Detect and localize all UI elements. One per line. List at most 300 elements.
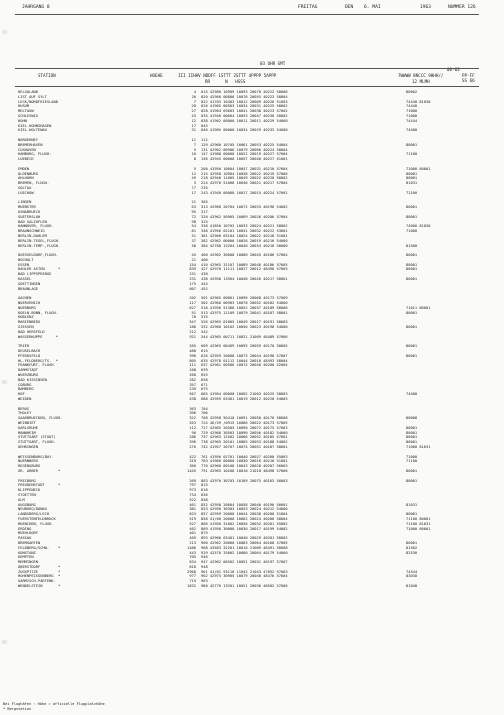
report-code-groups: 776 42960 00106 10043 20028 40207 56003 bbox=[201, 464, 288, 469]
report-code-groups: 156 42945 00000 10057 20040 40227 51001 bbox=[201, 157, 288, 162]
report-extra-groups: 83030 bbox=[406, 574, 418, 579]
station-height: 54 bbox=[191, 224, 196, 229]
station-height: 286 bbox=[189, 435, 196, 440]
station-height: 401 bbox=[189, 531, 196, 536]
station-name: SAARBRUECKEN, FLUGH. bbox=[18, 416, 63, 421]
station-height: 5 bbox=[193, 166, 196, 171]
station-height: 45 bbox=[191, 253, 196, 258]
station-height: 396 bbox=[189, 440, 196, 445]
station-height: 21 bbox=[191, 200, 196, 205]
report-code-groups: 706 bbox=[201, 411, 208, 416]
station-name: BAD KISSINGEN bbox=[18, 377, 47, 382]
station-name: OEHRINGEN bbox=[18, 444, 38, 449]
station-height: 43 bbox=[191, 113, 196, 118]
divider-line bbox=[15, 14, 479, 15]
report-extra-groups: 81031 bbox=[406, 181, 418, 186]
report-extra-groups: 71000 bbox=[406, 454, 418, 459]
station-height: 1832 bbox=[187, 584, 196, 589]
station-height: 797 bbox=[189, 483, 196, 488]
station-name: GUETERSLOH bbox=[18, 214, 41, 219]
station-name: ESSEN bbox=[18, 262, 30, 267]
station-name: HUSUM bbox=[18, 104, 30, 109]
station-height: 269 bbox=[189, 478, 196, 483]
station-name: MUEHLDORF bbox=[18, 531, 38, 536]
station-height: 2960 bbox=[187, 569, 196, 574]
report-extra-groups: 81500 bbox=[406, 243, 418, 248]
report-code-groups: 875 bbox=[201, 531, 208, 536]
table-row bbox=[18, 287, 480, 292]
footnote-airports: Bei Flughäfen : Höhe = offizielle Flugplatzhöhe bbox=[3, 702, 105, 706]
report-extra-groups: 71100 bbox=[406, 190, 418, 195]
station-name: ERDING bbox=[18, 526, 32, 531]
station-name: SCHLESWIG bbox=[18, 113, 38, 118]
report-code-groups: 869 41950 30000 10030 20017 40199 54002 bbox=[201, 526, 288, 531]
column-header-far-right: PP-FF SS 66 bbox=[462, 73, 475, 83]
report-extra-groups: 80008 bbox=[406, 416, 418, 421]
report-code-groups: 022 41703 10403 10012 20009 40226 51003 bbox=[201, 99, 288, 104]
punch-hole bbox=[2, 640, 7, 644]
observation-time: 03 UHR GMT bbox=[260, 61, 286, 66]
station-height: 175 bbox=[189, 281, 196, 286]
report-code-groups: 763 41960 00000 10030 20016 40210 51001 bbox=[201, 459, 288, 464]
station-height: 319 bbox=[189, 459, 196, 464]
report-extra-groups: 80001 bbox=[406, 512, 418, 517]
station-height: 438 bbox=[189, 397, 196, 401]
station-height: 977 bbox=[189, 574, 196, 579]
date-value: 6. MAI bbox=[364, 5, 381, 10]
report-code-groups: 381 42960 03104 10024 20022 40218 51001 bbox=[201, 233, 288, 238]
report-extra-groups: 80001 bbox=[406, 171, 418, 176]
report-code-groups: 526 42965 01005 10049 20017 40191 58003 bbox=[201, 320, 288, 325]
station-name: BERUS bbox=[18, 406, 30, 411]
station-height: 634 bbox=[189, 560, 196, 565]
station-height: 282 bbox=[189, 377, 196, 382]
report-code-groups: 200 41950 10604 10047 20031 40210 57004 bbox=[201, 166, 288, 171]
station-height: 4 bbox=[193, 90, 196, 94]
volume-label: JAHRGANG 8 bbox=[22, 5, 50, 10]
report-code-groups: 325 bbox=[201, 219, 208, 224]
station-table bbox=[18, 90, 480, 589]
report-code-groups: 948 bbox=[201, 564, 208, 569]
divider-line bbox=[15, 68, 479, 69]
station-name: LANDSBERG/LECH bbox=[18, 512, 50, 517]
station-name: BRAUNSCHWEIG bbox=[18, 229, 45, 234]
report-code-groups: 961 41/01 93116 11042 21043 47052 57003 bbox=[201, 569, 288, 574]
report-extra-groups: 74440 81030 bbox=[406, 99, 431, 104]
report-code-groups: 708 42958 50410 10091 20050 40170 58008 bbox=[201, 416, 288, 421]
date-label: DEN bbox=[345, 5, 354, 10]
station-name: GR. ARBER * bbox=[18, 468, 61, 473]
station-name: BREMERHAVEN bbox=[18, 142, 43, 147]
station-height: 734 bbox=[189, 492, 196, 497]
report-code-groups: 015 42980 10909 10093 20070 40222 58006 bbox=[201, 90, 288, 94]
station-name: KEMPTEN bbox=[18, 555, 34, 560]
station-height: 567 bbox=[189, 392, 196, 397]
station-name: HL.FELDBERG/TS. * bbox=[18, 358, 58, 363]
report-code-groups: 655 bbox=[201, 373, 208, 378]
station-height: 805 bbox=[189, 358, 196, 363]
station-name: OSNABRUECK bbox=[18, 209, 41, 214]
station-name: BAD HERSFELD bbox=[18, 329, 45, 334]
station-height: 37 bbox=[191, 238, 196, 243]
report-extra-groups: 71100 81031 bbox=[406, 521, 431, 526]
column-header-right-2: 12 MLMH bbox=[412, 79, 430, 84]
time-range: 00-03 bbox=[447, 67, 460, 72]
report-extra-groups: 71100 bbox=[406, 152, 418, 157]
report-code-groups: 675 bbox=[201, 387, 208, 392]
station-name: BAD SALZUFLEN bbox=[18, 219, 47, 224]
station-name: BAD LIPPSPRINGE bbox=[18, 272, 52, 277]
station-height: 547 bbox=[189, 320, 196, 325]
station-height: 973 bbox=[189, 488, 196, 493]
report-code-groups: 671 bbox=[201, 382, 208, 387]
station-name: LUEBECK bbox=[18, 157, 34, 162]
report-extra-groups: 71100 80001 bbox=[406, 516, 431, 521]
table-row bbox=[18, 335, 480, 340]
report-extra-groups: 80002 bbox=[406, 90, 418, 94]
station-height: 480 bbox=[189, 349, 196, 354]
report-extra-groups: 80001 bbox=[406, 267, 418, 272]
station-height: 1486 bbox=[187, 545, 196, 550]
station-name: BERLIN-DAHLEM bbox=[18, 233, 47, 238]
station-name: WEINBIET bbox=[18, 420, 36, 425]
report-extra-groups: 74400 bbox=[406, 392, 418, 397]
station-name: GOETTINGEN bbox=[18, 281, 41, 286]
report-code-groups: 838 bbox=[201, 497, 208, 502]
station-height: 322 bbox=[189, 416, 196, 421]
report-code-groups: 729 42968 30503 10090 20056 40182 54000 bbox=[201, 430, 288, 435]
station-height: 381 bbox=[189, 507, 196, 512]
report-code-groups: 038 41902 00000 10011 20011 40229 54000 bbox=[201, 118, 288, 123]
table-row bbox=[18, 397, 480, 402]
station-name: BRAUNLAGE bbox=[18, 286, 38, 291]
report-code-groups: 637 42961 00506 10074 20040 40200 52004 bbox=[201, 363, 288, 368]
report-code-groups: 963 bbox=[201, 579, 208, 584]
station-height: 111 bbox=[189, 363, 196, 368]
station-name: HANNOVER, FLUGH. bbox=[18, 224, 54, 229]
station-name: DEUSELBACH bbox=[18, 349, 41, 354]
report-extra-groups: 74444 bbox=[406, 118, 418, 123]
station-height: 151 bbox=[189, 272, 196, 277]
station-name: DARMSTADT bbox=[18, 368, 38, 373]
station-height: 519 bbox=[189, 516, 196, 521]
station-height: 921 bbox=[189, 334, 196, 339]
report-code-groups: 803 42970 30703 10109 20075 40163 58003 bbox=[201, 478, 288, 483]
report-extra-groups: 71000 bbox=[406, 229, 418, 234]
report-code-groups: 853 42958 30303 10053 20024 40212 54000 bbox=[201, 507, 288, 512]
report-code-groups: 742 41957 20707 10074 20051 40187 58001 bbox=[201, 444, 288, 449]
report-code-groups: 510 41956 51306 10052 20037 40189 58006 bbox=[201, 305, 288, 310]
report-extra-groups: 80001 bbox=[406, 205, 418, 210]
report-code-groups: 658 bbox=[201, 377, 208, 382]
weekday: FREITAG bbox=[298, 5, 318, 10]
report-extra-groups: 80001 bbox=[406, 430, 418, 435]
station-height: 396 bbox=[189, 353, 196, 358]
station-height: 81 bbox=[191, 229, 196, 234]
report-code-groups: 410 42965 31107 10089 20048 40186 57005 bbox=[201, 262, 288, 267]
report-code-groups: 791 42965 10208 10010 21018 48498 57006 bbox=[201, 468, 288, 473]
report-code-groups: 438 42958 13504 10048 20026 40217 58001 bbox=[201, 277, 288, 282]
station-name: BREMEN, FLUGH. bbox=[18, 181, 50, 186]
station-height: 63 bbox=[191, 205, 196, 210]
report-extra-groups: 80001 bbox=[406, 353, 418, 358]
station-name: KLIPPENECK bbox=[18, 488, 41, 493]
issue-number: NUMMER 126 bbox=[448, 5, 476, 10]
station-name: NORDERNEY bbox=[18, 137, 38, 142]
station-height: 705 bbox=[189, 555, 196, 560]
station-name: STOETTEN bbox=[18, 492, 36, 497]
punch-hole bbox=[2, 380, 7, 384]
report-code-groups: 609 42965 00409 10095 20059 40170 58005 bbox=[201, 344, 288, 349]
report-code-groups: 313 42960 20704 10072 20033 40196 54002 bbox=[201, 205, 288, 210]
report-code-groups: 724 46/59 /0915 10086 20022 40173 57005 bbox=[201, 420, 288, 425]
report-code-groups: 688 42959 03401 10019 20012 40220 54003 bbox=[201, 397, 288, 401]
report-extra-groups: 71000 81031 bbox=[406, 444, 431, 449]
report-extra-groups: 80001 bbox=[406, 142, 418, 147]
station-name: KOBLENZ bbox=[18, 315, 34, 320]
station-name: KONSTANZ bbox=[18, 550, 36, 555]
station-height: 527 bbox=[189, 521, 196, 526]
column-header-codes-2: RR N HSSS bbox=[205, 79, 246, 84]
report-code-groups: 112 bbox=[201, 137, 208, 142]
station-name: NEUBURG/DONAU bbox=[18, 507, 47, 512]
station-height: 154 bbox=[189, 262, 196, 267]
station-name: COBURG bbox=[18, 382, 32, 387]
report-code-groups: 818 bbox=[201, 488, 208, 493]
station-name: BREMGARTEN bbox=[18, 540, 41, 545]
report-extra-groups: 80001 bbox=[406, 277, 418, 282]
report-extra-groups: 80001 bbox=[406, 176, 418, 181]
report-code-groups: 035 41940 00604 10053 20047 40230 50002 bbox=[201, 113, 288, 118]
station-name: MUENCHEN, FLUGH. bbox=[18, 521, 54, 526]
report-extra-groups: 80001 bbox=[406, 425, 418, 430]
report-code-groups: 515 bbox=[201, 315, 208, 320]
report-extra-groups: 80001 bbox=[406, 253, 418, 258]
station-height: 213 bbox=[189, 540, 196, 545]
table-row bbox=[18, 584, 480, 589]
station-name: THOLEY bbox=[18, 411, 32, 416]
report-extra-groups: 74440 bbox=[406, 104, 418, 109]
report-code-groups: 026 41905 00503 10034 20031 40225 58002 bbox=[201, 104, 288, 109]
station-name: BERLIN-TEGEL,FLUGH. bbox=[18, 238, 61, 243]
station-height: 422 bbox=[189, 454, 196, 459]
station-height: 50 bbox=[191, 243, 196, 248]
report-code-groups: 738 42965 20101 10065 20053 40188 54002 bbox=[201, 440, 288, 445]
station-name: STUTTGART (STADT) bbox=[18, 435, 56, 440]
report-code-groups: 235 bbox=[201, 185, 208, 190]
station-height: 553 bbox=[189, 420, 196, 425]
station-height: 461 bbox=[189, 502, 196, 507]
station-name: ULM bbox=[18, 497, 25, 502]
table-row bbox=[18, 469, 480, 474]
station-height: 265 bbox=[189, 344, 196, 349]
report-code-groups: 635 42970 01112 10044 20018 48493 58004 bbox=[201, 358, 288, 363]
footnote-mountain-station: * Bergstation bbox=[3, 707, 32, 711]
station-name: FRANKFURT, FLUGH. bbox=[18, 363, 56, 368]
report-code-groups: 542 bbox=[201, 329, 208, 334]
station-height: 16 bbox=[191, 152, 196, 157]
table-row bbox=[18, 244, 480, 249]
column-header-station: STATION bbox=[38, 73, 56, 78]
station-height: 31 bbox=[191, 128, 196, 133]
station-name: WASSERKUPPE * bbox=[18, 334, 58, 339]
station-height: 12 bbox=[191, 171, 196, 176]
station-height: 17 bbox=[191, 123, 196, 128]
report-code-groups: 836 bbox=[201, 492, 208, 497]
report-code-groups: 737 42963 12502 10086 20052 40185 57001 bbox=[201, 435, 288, 440]
report-code-groups: 348 41956 02101 10041 20032 40222 53001 bbox=[201, 229, 288, 234]
station-height: 21 bbox=[191, 257, 196, 262]
station-name: KOELN-BONN, FLUGH. bbox=[18, 310, 58, 315]
station-height: 202 bbox=[189, 296, 196, 301]
report-code-groups: 215 42958 10904 10038 20022 40219 57006 bbox=[201, 171, 288, 176]
station-height: 12 bbox=[191, 118, 196, 123]
station-name: HOHN bbox=[18, 118, 27, 123]
report-code-groups: 858 41/60 20000 10062 20024 40200 58004 bbox=[201, 516, 288, 521]
report-code-groups: 501 42965 00801 10096 20068 40173 57009 bbox=[201, 296, 288, 301]
report-code-groups: 046 41905 00000 10034 20029 40233 54000 bbox=[201, 128, 288, 133]
station-name: PFERDSFELD bbox=[18, 353, 41, 358]
report-code-groups: 317 bbox=[201, 209, 208, 214]
station-height: 17 bbox=[191, 190, 196, 195]
report-extra-groups: 81502 bbox=[406, 545, 418, 550]
report-code-groups: 929 42570 33002 10080 20064 40179 54000 bbox=[201, 550, 288, 555]
report-code-groups: 430 bbox=[201, 272, 208, 277]
station-name: STUTTGART, FLUGH. bbox=[18, 440, 56, 445]
station-name: WEISSENBURG/BAY. bbox=[18, 454, 54, 459]
station-name: FREIBURG bbox=[18, 478, 36, 483]
report-code-groups: 243 41940 00000 10017 20015 40224 57001 bbox=[201, 190, 288, 195]
station-height: 276 bbox=[189, 444, 196, 449]
station-height: 98 bbox=[191, 219, 196, 224]
station-height: 3 bbox=[193, 181, 196, 186]
station-height: 363 bbox=[189, 406, 196, 411]
station-name: LUECHOW bbox=[18, 190, 34, 195]
report-code-groups: 384 42768 13204 10040 20034 40216 50000 bbox=[201, 243, 288, 248]
report-code-groups: 980 42770 13201 10021 20036 48502 57006 bbox=[201, 584, 288, 589]
station-name: KARLSRUHE bbox=[18, 425, 38, 430]
station-name: PASSAU bbox=[18, 536, 32, 541]
table-row bbox=[18, 157, 480, 162]
station-name: MEMMINGEN bbox=[18, 560, 38, 565]
station-name: HOHENPEISSENBERG * bbox=[18, 574, 61, 579]
station-height: 522 bbox=[189, 497, 196, 502]
report-code-groups: 305 bbox=[201, 200, 208, 205]
station-height: 70 bbox=[191, 315, 196, 320]
station-height: 623 bbox=[189, 512, 196, 517]
station-name: MARIENBERG bbox=[18, 320, 41, 325]
report-extra-groups: 71000 bbox=[406, 113, 418, 118]
station-height: 357 bbox=[189, 382, 196, 387]
station-name: LECK/NORDFRIESLAND bbox=[18, 99, 58, 104]
station-name: DUESSELDORF,FLUGH. bbox=[18, 253, 58, 258]
station-height: 112 bbox=[189, 425, 196, 430]
report-extra-groups: 80001 bbox=[406, 344, 418, 349]
station-name: AACHEN bbox=[18, 296, 32, 301]
station-height: 7 bbox=[193, 142, 196, 147]
station-name: FELDBERG/SCHW. * bbox=[18, 545, 61, 550]
station-height: 268 bbox=[189, 373, 196, 378]
station-height: 443 bbox=[189, 550, 196, 555]
station-height: 8 bbox=[193, 157, 196, 162]
station-name: ZUGSPITZE * bbox=[18, 569, 61, 574]
station-height: 1445 bbox=[187, 468, 196, 473]
report-code-groups: 852 42958 20604 10058 20040 40196 50001 bbox=[201, 502, 288, 507]
report-code-groups: 452 bbox=[201, 286, 208, 291]
report-code-groups: 900 42962 20000 10083 20064 40168 57005 bbox=[201, 540, 288, 545]
report-extra-groups: 71000 bbox=[406, 109, 418, 114]
report-code-groups: 946 bbox=[201, 555, 208, 560]
report-code-groups: 908 43583 32201 10010 21009 48491 58008 bbox=[201, 545, 288, 550]
station-name: OLDENBURG bbox=[18, 171, 38, 176]
report-code-groups: 224 42970 51006 10046 20021 40217 57004 bbox=[201, 181, 288, 186]
report-code-groups: 444 bbox=[201, 281, 208, 286]
station-name: EMDEN bbox=[18, 166, 30, 171]
report-extra-groups: 71000 80001 bbox=[406, 166, 431, 171]
station-height: 26 bbox=[191, 94, 196, 99]
column-header-codes: III IIHHV NDDFF 1STTT 2STTT 4PPPP 5APPP bbox=[178, 73, 277, 78]
station-height: 462 bbox=[189, 526, 196, 531]
station-height: 7 bbox=[193, 99, 196, 104]
report-code-groups: 815 bbox=[201, 483, 208, 488]
station-name: REGENSBURG bbox=[18, 464, 41, 469]
report-code-groups: 131 42962 00906 10079 20066 40224 58004 bbox=[201, 147, 288, 152]
report-extra-groups: 71100 bbox=[406, 459, 418, 464]
report-code-groups: 532 42960 10102 10050 20023 40198 54000 bbox=[201, 325, 288, 330]
report-extra-groups: 80001 bbox=[406, 325, 418, 330]
station-name: KASSEL bbox=[18, 277, 32, 282]
station-name: SOLTAU bbox=[18, 185, 32, 190]
station-name: OBERSTDORF * bbox=[18, 564, 61, 569]
station-name: NUERBURG bbox=[18, 305, 36, 310]
station-height: 627 bbox=[189, 305, 196, 310]
report-code-groups: 513 42975 11109 10079 20041 40187 58001 bbox=[201, 310, 288, 315]
report-code-groups: 893 42960 03401 10040 20029 40201 58002 bbox=[201, 536, 288, 541]
station-name: MELTAUW bbox=[18, 109, 34, 114]
report-extra-groups: 80001 bbox=[406, 214, 418, 219]
station-height: 5 bbox=[193, 147, 196, 152]
station-height: 409 bbox=[189, 536, 196, 541]
station-name: HAMBURG, FLUGH. bbox=[18, 152, 52, 157]
report-extra-groups: 80001 bbox=[406, 435, 418, 440]
station-height: 607 bbox=[189, 286, 196, 291]
station-name: FUERSTENFELDBRUCK bbox=[18, 516, 56, 521]
station-height: 396 bbox=[189, 411, 196, 416]
report-code-groups: 028 41904 03603 10041 20038 40223 57002 bbox=[201, 109, 288, 114]
report-code-groups: 947 42962 00502 10051 20031 40197 57007 bbox=[201, 560, 288, 565]
station-height: 239 bbox=[189, 387, 196, 392]
report-extra-groups: 74000 81030 bbox=[406, 224, 431, 229]
report-code-groups: 626 42959 20608 10073 20044 40190 57007 bbox=[201, 353, 288, 358]
report-code-groups: 338 41850 10702 10033 20024 40221 58002 bbox=[201, 224, 288, 229]
table-row bbox=[18, 128, 480, 133]
station-height: 77 bbox=[191, 185, 196, 190]
station-height: 117 bbox=[189, 301, 196, 306]
report-extra-groups: 81040 bbox=[406, 584, 418, 589]
station-name: BERLIN-TEMP.,FLUGH. bbox=[18, 243, 61, 248]
report-code-groups: 761 41950 02701 10040 20027 40200 55003 bbox=[201, 454, 288, 459]
report-extra-groups: 80001 bbox=[406, 262, 418, 267]
report-code-groups: 502 42960 00903 10078 20052 40182 54000 bbox=[201, 301, 288, 306]
station-height: 27 bbox=[191, 109, 196, 114]
table-row bbox=[18, 445, 480, 450]
divider-line bbox=[15, 86, 479, 87]
column-header-right: 7WWWW 8NCCC 9HHH// bbox=[398, 73, 444, 78]
station-height: 839 bbox=[189, 267, 196, 272]
station-height: 51 bbox=[191, 233, 196, 238]
report-code-groups: 406 bbox=[201, 257, 208, 262]
station-height: 108 bbox=[189, 368, 196, 373]
